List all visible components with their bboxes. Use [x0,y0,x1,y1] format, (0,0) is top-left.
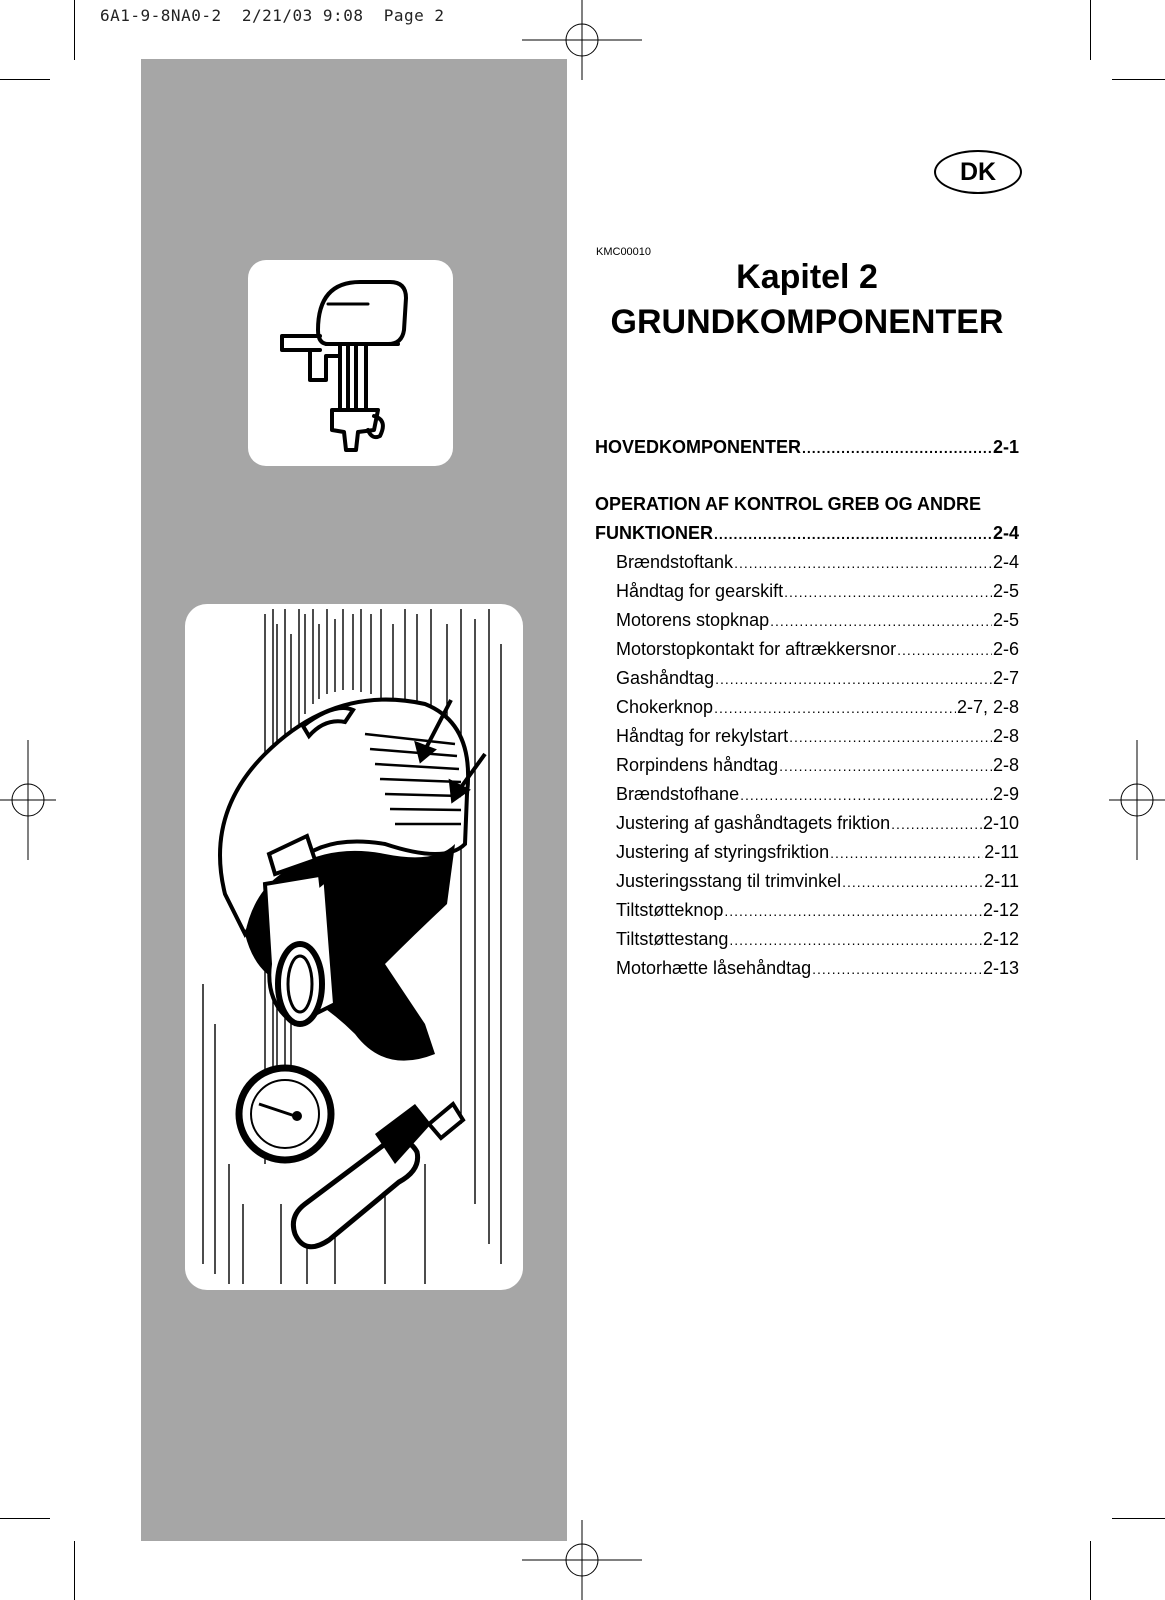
toc-entry [595,548,1019,577]
toc-page: 2-11 [984,842,1019,862]
toc-page: 2-12 [982,929,1019,949]
toc-items [595,548,1019,983]
toc-entry [595,722,1019,751]
toc-label: Motorstopkontakt for aftrækkersnor [616,639,897,659]
toc-label: Gashåndtag [616,668,715,688]
chapter-number: Kapitel 2 [736,258,878,296]
toc-entry-main [595,519,1019,548]
toc-leader [770,607,992,636]
toc-page: 2-11 [984,871,1019,891]
toc-label: Brændstoftank [616,552,734,572]
toc-leader [779,752,992,781]
toc-page: 2-5 [992,610,1019,630]
toc-page: 2-5 [992,581,1019,601]
toc-entry [595,809,1019,838]
registration-mark-right [1109,740,1165,860]
chapter-name: GRUNDKOMPONENTER [610,303,1004,341]
toc-label: Justering af gashåndtagets friktion [616,813,891,833]
toc-entry [595,693,1019,722]
table-of-contents [595,433,1019,983]
toc-leader [891,810,982,839]
language-badge: DK [934,150,1022,194]
crop-mark-tr-h [1112,79,1165,80]
toc-leader [897,636,992,665]
toc-entry [595,867,1019,896]
toc-page: 2-4 [992,552,1019,572]
crop-mark-tr-v [1090,0,1091,60]
toc-label: Håndtag for rekylstart [616,726,789,746]
outboard-motor-illustration [185,604,523,1290]
toc-label: Tiltstøtteknop [616,900,724,920]
crop-mark-br-h [1112,1518,1165,1519]
toc-page: 2-1 [992,437,1019,457]
toc-entry [595,925,1019,954]
toc-entry [595,635,1019,664]
toc-leader [830,839,983,868]
crop-mark-bl-h [0,1518,50,1519]
toc-label: Motorhætte låsehåndtag [616,958,812,978]
print-header: 6A1-9-8NA0-2 2/21/03 9:08 Page 2 [100,6,445,25]
crop-mark-tl-h [0,79,50,80]
toc-page: 2-12 [982,900,1019,920]
toc-label: HOVEDKOMPONENTER [595,437,802,457]
toc-page: 2-4 [992,523,1019,543]
toc-page: 2-10 [982,813,1019,833]
toc-leader [812,955,982,984]
toc-leader [789,723,992,752]
toc-section-heading: OPERATION AF KONTROL GREB OG ANDRE [595,494,982,514]
toc-page: 2-6 [992,639,1019,659]
toc-leader [729,926,982,955]
toc-leader [784,578,992,607]
toc-label: Håndtag for gearskift [616,581,784,601]
toc-label: Motorens stopknap [616,610,770,630]
crop-mark-bl-v [74,1541,75,1600]
toc-leader [802,434,992,463]
toc-label: Rorpindens håndtag [616,755,779,775]
toc-label: Brændstofhane [616,784,740,804]
chapter-icon-box [248,260,453,466]
toc-label: Justering af styringsfriktion [616,842,830,862]
toc-entry [595,838,1019,867]
toc-leader [714,520,992,549]
illustration-box [185,604,523,1290]
toc-label: Chokerknop [616,697,714,717]
toc-leader [715,665,992,694]
toc-leader [740,781,992,810]
toc-page: 2-8 [992,726,1019,746]
toc-entry [595,896,1019,925]
toc-page: 2-7, 2-8 [956,697,1019,717]
registration-mark-left [0,740,56,860]
document-code: KMC00010 [596,246,652,258]
chapter-title [590,256,1024,343]
crop-mark-tl-v [74,0,75,60]
toc-entry [595,780,1019,809]
outboard-motor-icon [248,260,453,466]
toc-page: 2-7 [992,668,1019,688]
toc-entry [595,954,1019,983]
toc-entry-main [595,433,1019,462]
toc-entry [595,751,1019,780]
toc-leader [714,694,956,723]
toc-entry [595,606,1019,635]
toc-label: FUNKTIONER [595,523,713,543]
toc-page: 2-9 [992,784,1019,804]
crop-mark-br-v [1090,1541,1091,1600]
toc-leader [842,868,983,897]
toc-leader [724,897,982,926]
toc-label: Justeringsstang til trimvinkel [616,871,842,891]
toc-label: Tiltstøttestang [616,929,729,949]
toc-page: 2-13 [982,958,1019,978]
toc-entry [595,577,1019,606]
toc-page: 2-8 [992,755,1019,775]
toc-leader [734,549,992,578]
toc-entry [595,664,1019,693]
